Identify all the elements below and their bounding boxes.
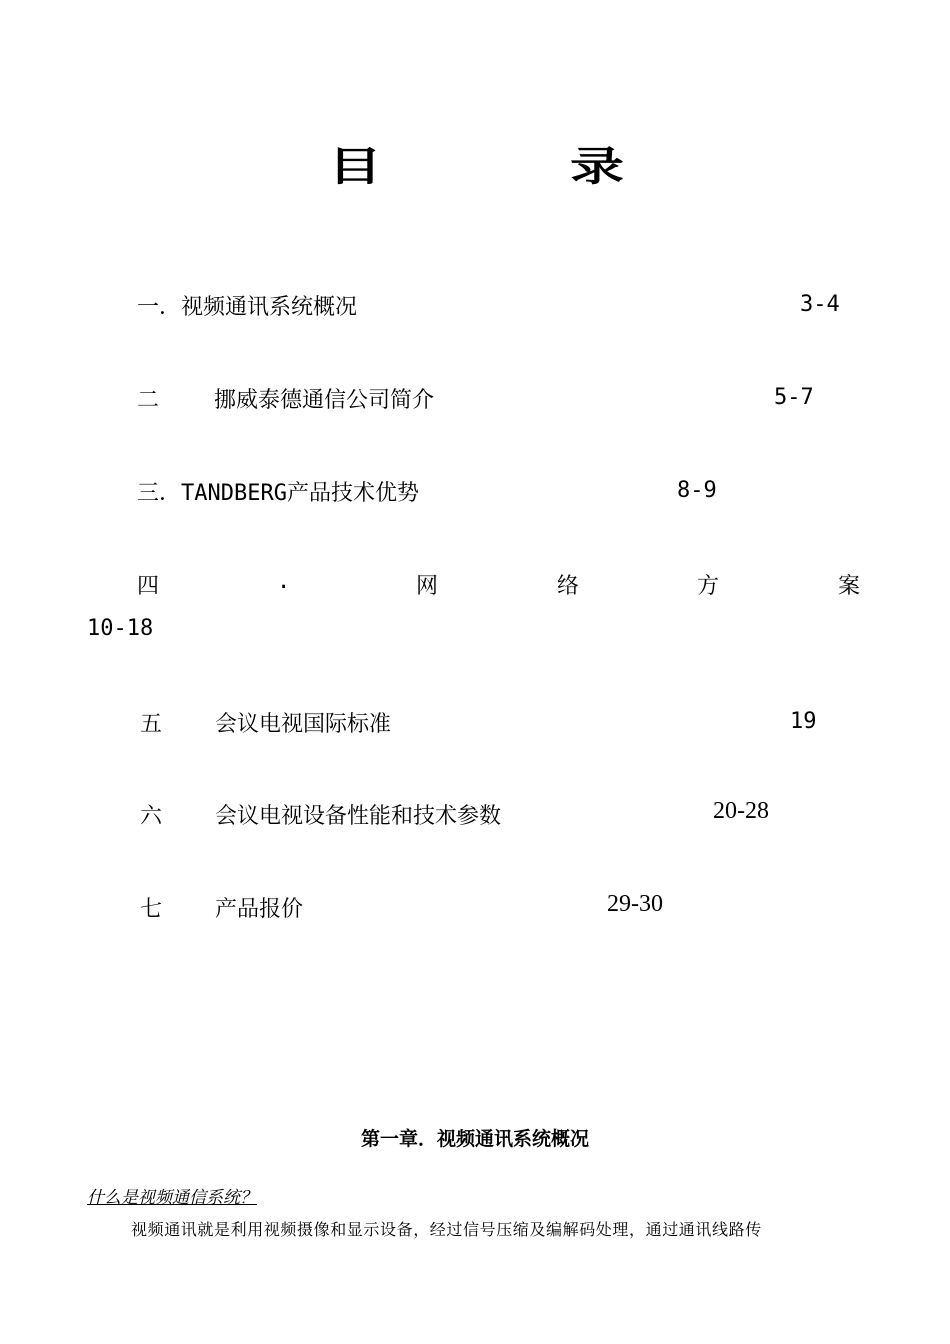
toc-entry-4-page: 10-18 (87, 616, 154, 641)
toc-entry-5-number: 五 (140, 712, 163, 737)
toc-entry-1-page: 3-4 (800, 292, 840, 317)
toc-entry-6-number: 六 (140, 804, 163, 829)
toc-entry-6-text: 会议电视设备性能和技术参数 (215, 804, 502, 829)
toc-entry-2-number: 二 (137, 388, 160, 413)
toc-entry-4-char-1: 四 (137, 574, 160, 599)
toc-entry-2-page: 5-7 (774, 385, 814, 410)
toc-title-right: 录 (570, 144, 624, 190)
toc-entry-7-page: 29-30 (607, 891, 663, 917)
toc-entry-1-text: 一．视频通讯系统概况 (137, 295, 358, 320)
toc-entry-4-char-5: 方 (697, 574, 720, 599)
section-question-heading: 什么是视频通信系统？ (87, 1188, 257, 1208)
toc-entry-5-page: 19 (790, 709, 817, 734)
toc-title-left: 目 (328, 144, 382, 190)
toc-entry-5-text: 会议电视国际标准 (215, 712, 392, 737)
toc-entry-6-page: 20-28 (713, 798, 769, 824)
toc-entry-4-char-3: 网 (416, 574, 439, 599)
toc-entry-4-char-6: 案 (838, 574, 861, 599)
toc-entry-3-page: 8-9 (677, 478, 717, 503)
toc-entry-2-text: 挪威泰德通信公司简介 (214, 388, 435, 413)
toc-entry-4-char-2: . (277, 569, 291, 594)
toc-entry-7-text: 产品报价 (215, 897, 304, 922)
body-paragraph-line: 视频通讯就是利用视频摄像和显示设备，经过信号压缩及编解码处理，通过通讯线路传 (131, 1220, 762, 1239)
toc-entry-7-number: 七 (140, 897, 163, 922)
chapter-heading: 第一章．视频通讯系统概况 (360, 1128, 589, 1150)
toc-entry-3-text: 三．TANDBERG产品技术优势 (137, 481, 419, 506)
toc-entry-4-char-4: 络 (557, 574, 580, 599)
